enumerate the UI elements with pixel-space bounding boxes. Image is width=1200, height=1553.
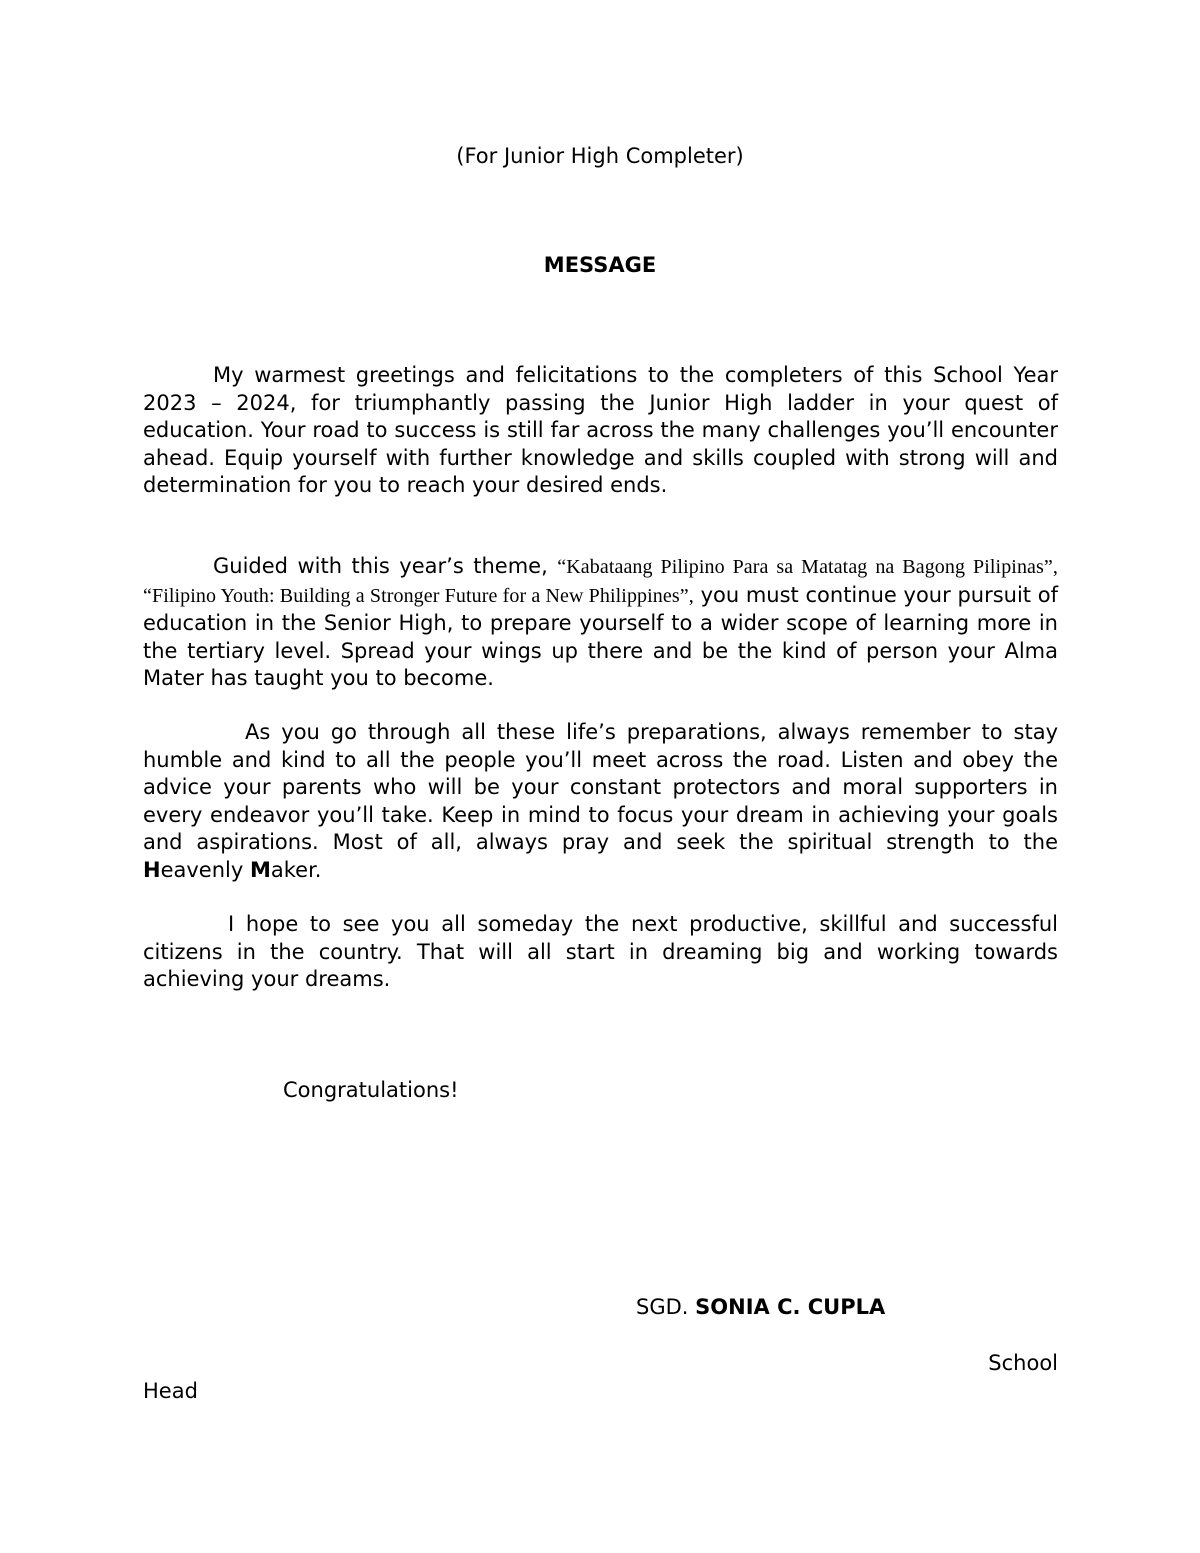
paragraph-advice: [143, 719, 1058, 884]
document-subtitle: (For Junior High Completer): [456, 144, 744, 168]
heavenly-rest: eavenly: [160, 857, 250, 882]
signature-block: [636, 1293, 885, 1321]
document-title: MESSAGE: [543, 253, 657, 277]
signature-prefix: SGD.: [636, 1295, 689, 1319]
advice-text: As you go through all these life’s preparations, always remember to stay humble and kind to all the people you’ll meet across the road. Listen and obey the advice your parents who will be your constant protectors and moral supporters in every endeavor you’ll take. Keep in mind to focus your dream in achieving your goals and aspirations. Most of all, always pray and seek the spiritual strength to the: [143, 720, 1058, 854]
theme-filipino: “Kabataang Pilipino Para sa Matatag na Bagong Pilipinas”,: [557, 556, 1058, 578]
heavenly-initial: H: [143, 857, 161, 882]
maker-rest: aker.: [270, 857, 322, 882]
closing-line: Congratulations!: [283, 1078, 459, 1102]
signatory-position-line-1: School: [988, 1351, 1058, 1375]
signatory-name: SONIA C. CUPLA: [695, 1295, 886, 1319]
paragraph-theme: [143, 553, 1058, 693]
theme-english: “Filipino Youth: Building a Stronger Future for a New Philippines”,: [143, 584, 694, 607]
paragraph-hope: I hope to see you all someday the next productive, skillful and successful citizens in the country. That will all start in dreaming big and working towards achieving your dreams.: [143, 912, 1058, 991]
paragraph-greetings: My warmest greetings and felicitations to the completers of this School Year 2023 – 2024, for triumphantly passing the Junior High ladder in your quest of education. Your road to success is still far across the many challenges you’ll encounter ahead. Equip yourself with further knowledge and skills coupled with strong will and determination for you to reach your desired ends.: [143, 363, 1058, 497]
theme-lead-text: Guided with this year’s theme,: [213, 554, 548, 578]
maker-initial: M: [249, 857, 271, 882]
theme-rest-text: you must continue your pursuit of education in the Senior High, to prepare yourself to a wider scope of learning more in the tertiary level. Spread your wings up there and be the kind of person your Alma Mater has taught you to become.: [143, 582, 1058, 690]
signatory-position-line-2: Head: [143, 1379, 198, 1403]
